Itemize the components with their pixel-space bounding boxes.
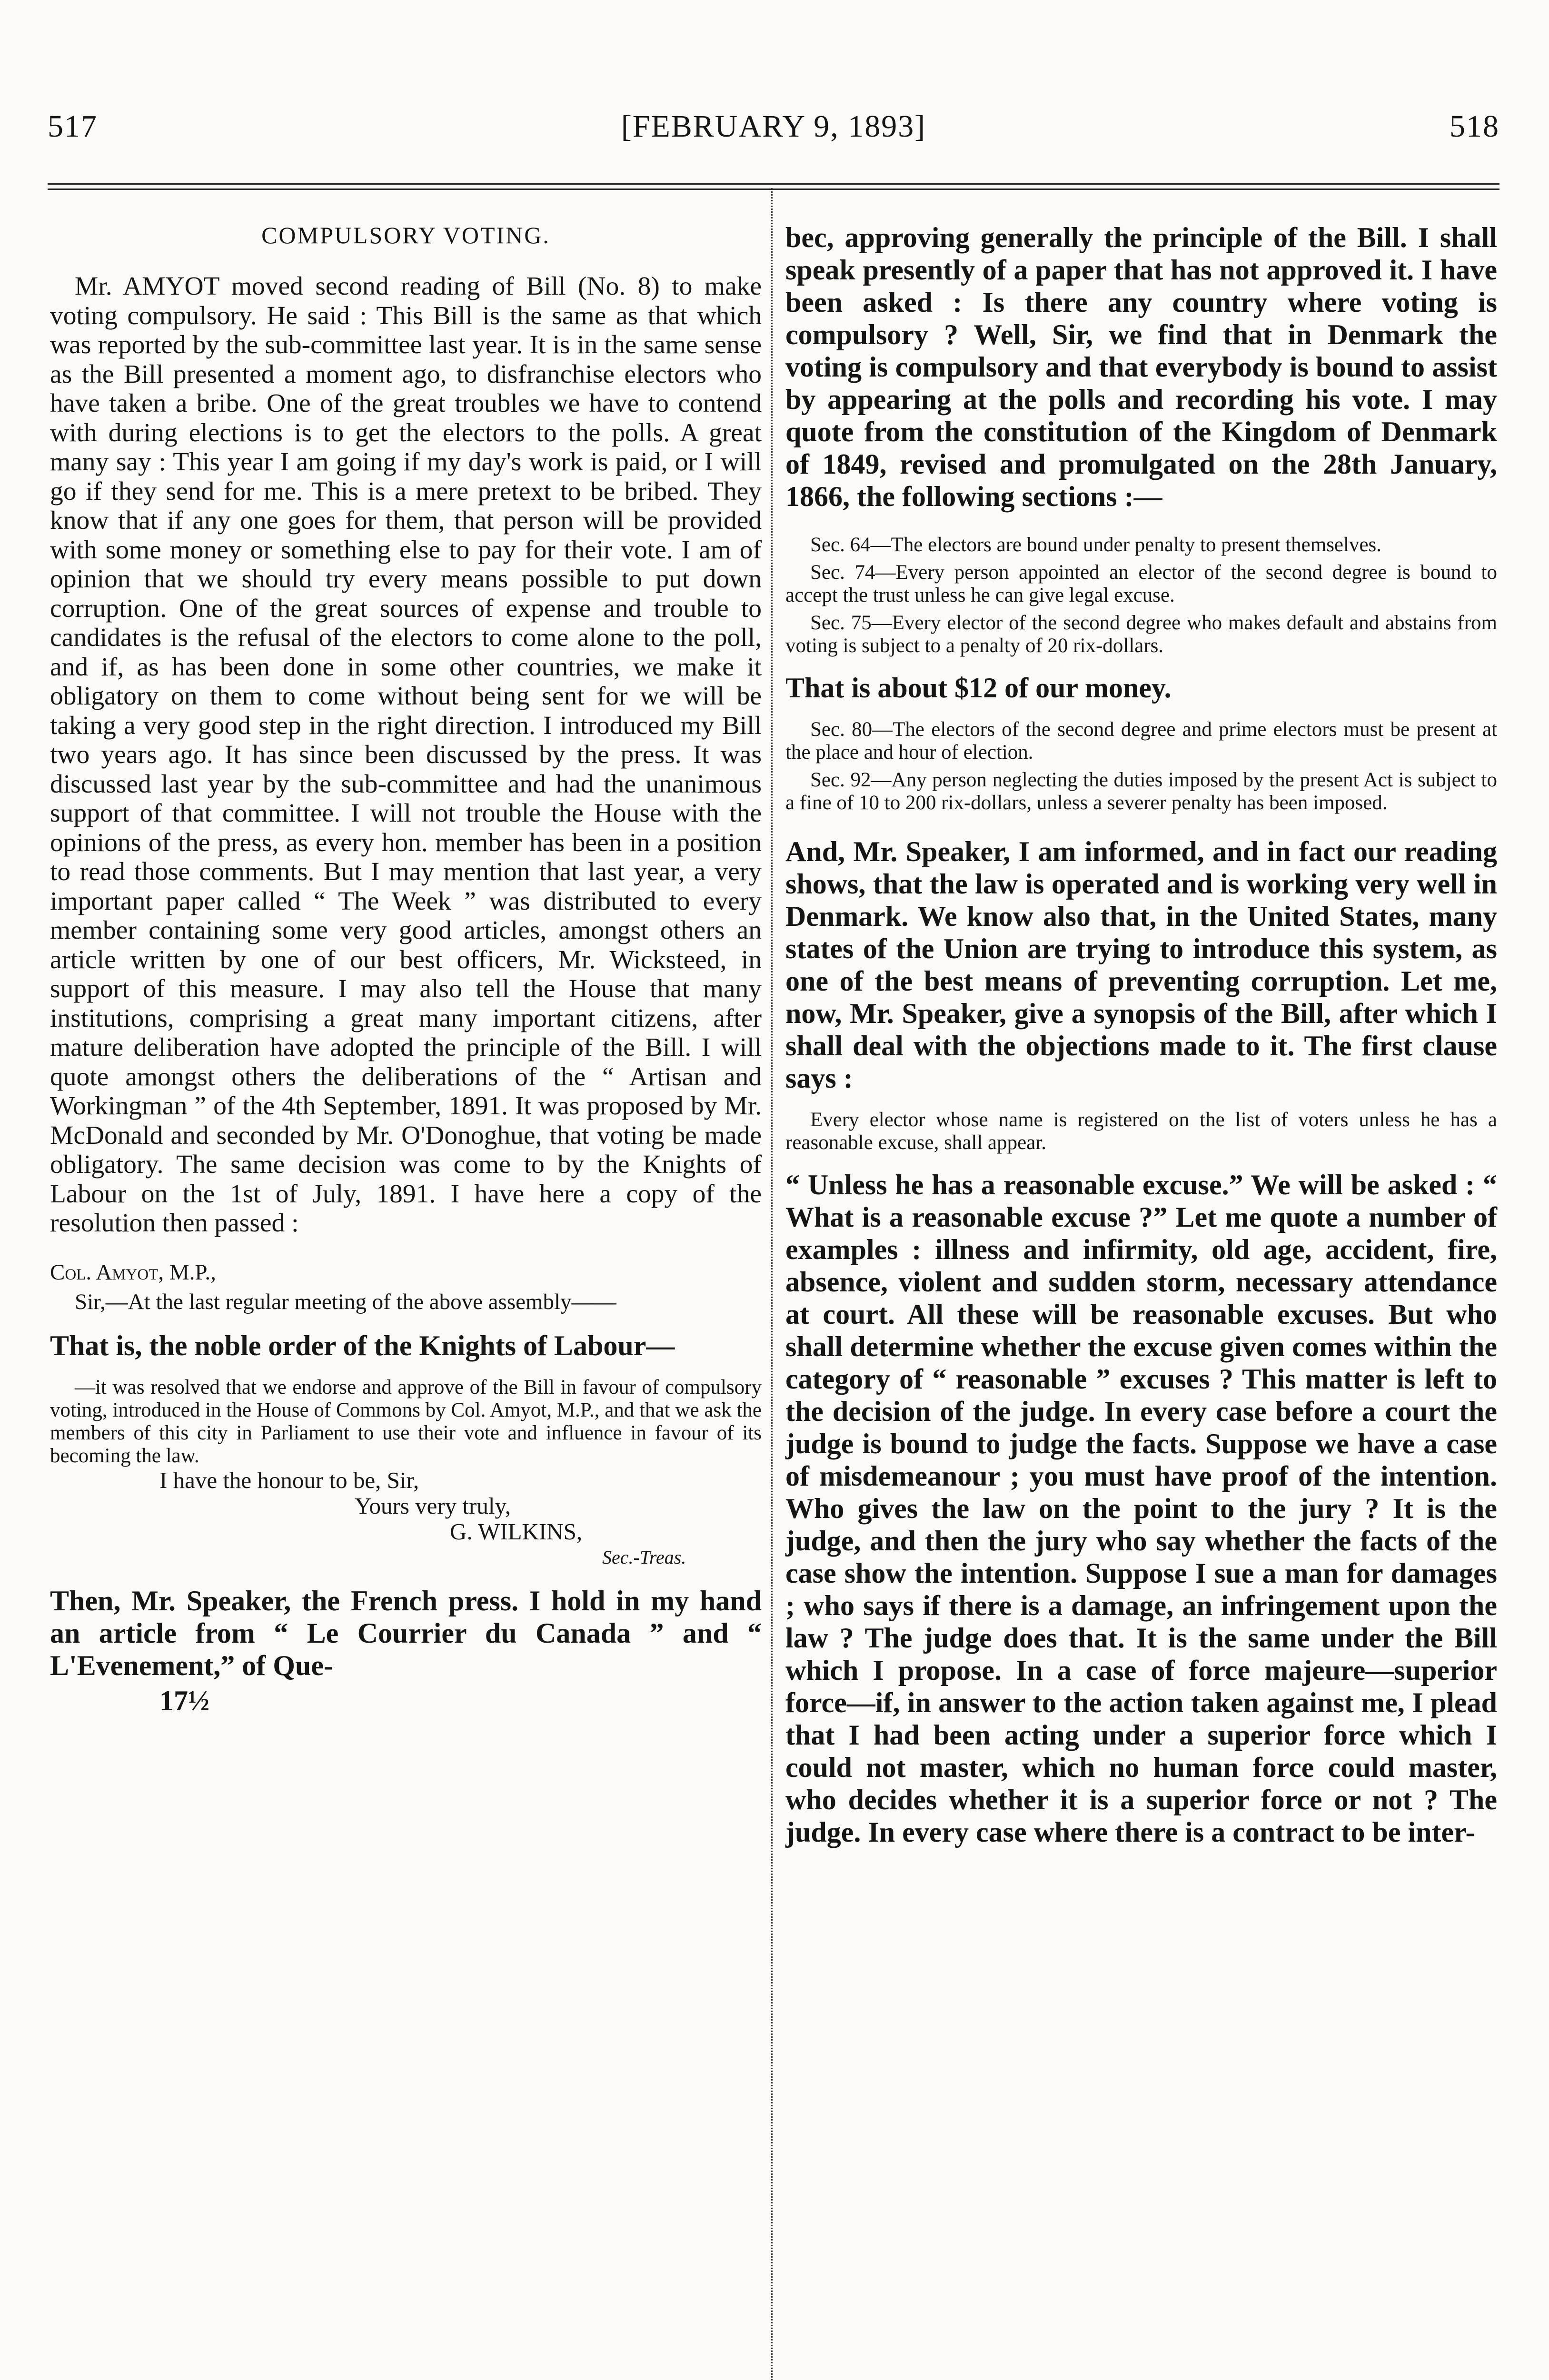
resolution-text: —it was resolved that we endorse and approve of the Bill in favour of compulsory voting, introduced in the House of Commons by Col. Amyot, M.P., and that we ask the members of this city in Parliament to use their vote and influence in favour of its becoming the law. — [50, 1376, 762, 1467]
speech-paragraph: Then, Mr. Speaker, the French press. I hold in my hand an article from “ Le Courrier du Canada ” and “ L'Evenement,” of Que- — [50, 1585, 762, 1681]
letter-addressee: Col. Amyot, M.P., — [50, 1259, 216, 1285]
signatory-title: Sec.-Treas. — [602, 1546, 686, 1568]
header-rule-top — [48, 183, 1499, 185]
right-column — [785, 221, 1497, 1848]
editorial-insert: That is about $12 of our money. — [785, 672, 1172, 704]
speech-paragraph: Mr. AMYOT moved second reading of Bill (No. 8) to make voting compulsory. He said : This Bill is the same as that which was reported by the sub-committee last year. It is in the same sense as the Bill presented a moment ago, to disfranchise electors who have taken a bribe. One of the great troubles we have to contend with during elections is to get the electors to the polls. A great many say : This year I am going if my day's work is paid, or I will go if they send for me. This is a mere pretext to be bribed. They know that if any one goes for them, that person will be provided with some money or something else to pay for their vote. I am of opinion that we should try every means possible to put down corruption. One of the great sources of expense and trouble to candidates is the refusal of the electors to come alone to the poll, and if, as has been done in some other countries, we make it obligatory on them to come without being sent for we will be taking a very good step in the right direction. I introduced my Bill two years ago. It has since been discussed by the press. It was discussed last year by the sub-committee and had the unanimous support of that committee. I will not trouble the House with the opinions of the press, as every hon. member has been in a position to read those comments. But I may mention that last year, a very important paper called “ The Week ” was distributed to every member containing some very good articles, amongst others an article written by one of our best officers, Mr. Wicksteed, in support of this measure. I may also tell the House that many institutions, comprising a great many important citizens, after mature deliberation have adopted the principle of the Bill. I will quote amongst others the deliberations of the “ Artisan and Workingman ” of the 4th September, 1891. It was proposed by Mr. McDonald and seconded by Mr. O'Donoghue, that voting be made obligatory. The same decision was come to by the Knights of Labour on the 1st of July, 1891. I have here a copy of the resolution then passed : — [50, 272, 762, 1238]
folio-mark: 17½ — [159, 1685, 209, 1716]
speech-paragraph: “ Unless he has a reasonable excuse.” We will be asked : “ What is a reasonable excuse ?” Let me quote a number of examples : illness and infirmity, old age, accident, fire, absence, violent and sudden storm, necessary attendance at court. All these will be reasonable excuses. But who shall determine whether the excuse given comes within the category of “ reasonable ” excuses ? This matter is left to the decision of the judge. In every case before a court the judge is bound to judge the facts. Suppose we have a case of misdemeanour ; you must have proof of the intention. Who gives the law on the point to the jury ? It is the judge, and then the jury who say whether the facts of the case show the intention. Suppose I sue a man for damages ; who says if there is a damage, an infringement upon the law ? The judge does that. It is the same under the Bill which I propose. In a case of force majeure—superior force—if, in answer to the action taken against me, I plead that I had been acting under a superior force which I could not master, which no human force could master, who decides whether it is a superior force or not ? The judge. In every case where there is a contract to be inter- — [785, 1169, 1497, 1848]
page-number-left: 517 — [48, 109, 98, 144]
closing-line: I have the honour to be, Sir, — [159, 1467, 419, 1493]
section-heading: COMPULSORY VOTING. — [261, 222, 550, 248]
statute-section: Sec. 92—Any person neglecting the duties imposed by the present Act is subject to a fine of 10 to 200 rix-dollars, unless a severer penalty has been imposed. — [785, 769, 1497, 814]
speech-paragraph: bec, approving generally the principle of the Bill. I shall speak presently of a paper that has not approved it. I have been asked : Is there any country where voting is compulsory ? Well, Sir, we find that in Denmark the voting is compulsory and that everybody is bound to assist by appearing at the polls and recording his vote. I may quote from the constitution of the Kingdom of Denmark of 1849, revised and promulgated on the 28th January, 1866, the following sections :— — [785, 222, 1497, 512]
signatory-name: G. WILKINS, — [450, 1518, 583, 1545]
page-header — [48, 109, 1499, 161]
statute-section: Sec. 74—Every person appointed an elector of the second degree is bound to accept the trust unless he can give legal excuse. — [785, 561, 1497, 606]
letter-closing — [50, 1468, 762, 1570]
header-rule-bottom — [48, 188, 1499, 190]
statute-section: Sec. 80—The electors of the second degree and prime electors must be present at the place and hour of election. — [785, 718, 1497, 764]
closing-line: Yours very truly, — [355, 1492, 511, 1519]
left-column — [50, 221, 762, 1717]
column-divider — [771, 188, 773, 2380]
editorial-insert: That is, the noble order of the Knights of Labour— — [50, 1329, 675, 1361]
bill-clause: Every elector whose name is registered on the list of voters unless he has a reasonable excuse, shall appear. — [785, 1109, 1497, 1154]
statute-section: Sec. 64—The electors are bound under penalty to present themselves. — [810, 534, 1382, 556]
letter-salutation: Sir,—At the last regular meeting of the above assembly—— — [75, 1289, 616, 1314]
speech-paragraph: And, Mr. Speaker, I am informed, and in fact our reading shows, that the law is operated and is working very well in Denmark. We know also that, in the United States, many states of the Union are trying to introduce this system, as one of the best means of preventing corruption. Let me, now, Mr. Speaker, give a synopsis of the Bill, after which I shall deal with the objections made to it. The first clause says : — [785, 836, 1497, 1094]
page-date: [FEBRUARY 9, 1893] — [621, 109, 926, 144]
page-number-right: 518 — [1450, 109, 1499, 144]
statute-section: Sec. 75—Every elector of the second degree who makes default and abstains from voting is subject to a penalty of 20 rix-dollars. — [785, 612, 1497, 657]
